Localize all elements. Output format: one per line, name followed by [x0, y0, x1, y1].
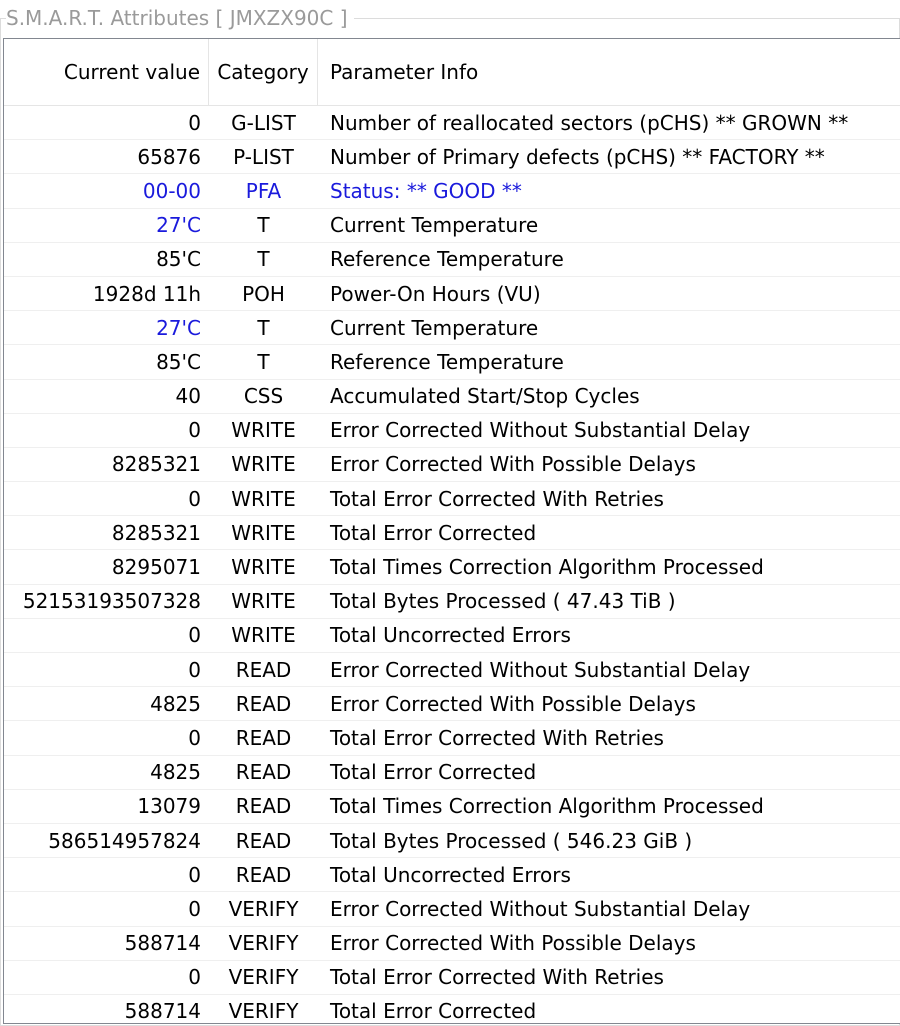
parameter-info-cell: Error Corrected Without Substantial Delay — [330, 896, 751, 921]
category-cell: T — [257, 247, 270, 272]
current-value-cell: 27'C — [156, 213, 201, 238]
parameter-info-cell: Error Corrected With Possible Delays — [330, 931, 696, 956]
table-row[interactable] — [4, 721, 900, 755]
category-cell: P-LIST — [233, 144, 294, 169]
table-row[interactable] — [4, 653, 900, 687]
category-cell: WRITE — [231, 589, 296, 614]
table-row[interactable] — [4, 516, 900, 550]
table-row[interactable] — [4, 174, 900, 208]
current-value-cell: 8285321 — [111, 452, 201, 477]
table-row[interactable] — [4, 995, 900, 1024]
table-row[interactable] — [4, 824, 900, 858]
category-cell: READ — [235, 828, 292, 853]
category-cell: T — [257, 315, 270, 340]
parameter-info-cell: Total Error Corrected With Retries — [330, 725, 664, 750]
table-row[interactable] — [4, 277, 900, 311]
category-cell: VERIFY — [228, 896, 299, 921]
parameter-info-cell: Power-On Hours (VU) — [330, 281, 541, 306]
parameter-info-cell: Total Bytes Processed ( 546.23 GiB ) — [330, 828, 693, 853]
parameter-info-cell: Error Corrected Without Substantial Delay — [330, 657, 751, 682]
table-row[interactable] — [4, 687, 900, 721]
category-cell: WRITE — [231, 418, 296, 443]
category-cell: READ — [235, 691, 292, 716]
current-value-cell: 0 — [188, 110, 201, 135]
category-cell: WRITE — [231, 623, 296, 648]
table-row[interactable] — [4, 619, 900, 653]
current-value-cell: 40 — [175, 384, 201, 409]
table-row[interactable] — [4, 550, 900, 584]
category-cell: READ — [235, 794, 292, 819]
current-value-cell: 1928d 11h — [92, 281, 201, 306]
category-cell: T — [257, 349, 270, 374]
smart-group-title: S.M.A.R.T. Attributes [ JMXZX90C ] — [6, 4, 354, 32]
category-cell: VERIFY — [228, 999, 299, 1024]
parameter-info-cell: Accumulated Start/Stop Cycles — [330, 384, 640, 409]
table-row[interactable] — [4, 106, 900, 140]
list-body — [4, 106, 900, 1024]
parameter-info-cell: Total Times Correction Algorithm Processed — [330, 555, 764, 580]
current-value-cell: 588714 — [124, 999, 201, 1024]
table-row[interactable] — [4, 790, 900, 824]
category-cell: READ — [235, 725, 292, 750]
category-cell: VERIFY — [228, 965, 299, 990]
current-value-cell: 52153193507328 — [22, 589, 201, 614]
column-header-current-value[interactable]: Current value — [4, 39, 209, 105]
table-row[interactable] — [4, 380, 900, 414]
table-row[interactable] — [4, 345, 900, 379]
list-header — [4, 39, 900, 106]
parameter-info-cell: Total Error Corrected With Retries — [330, 965, 664, 990]
category-cell: READ — [235, 862, 292, 887]
current-value-cell: 586514957824 — [48, 828, 201, 853]
parameter-info-cell: Reference Temperature — [330, 247, 564, 272]
column-header-parameter-info[interactable]: Parameter Info — [330, 60, 479, 84]
table-row[interactable] — [4, 927, 900, 961]
parameter-info-cell: Total Error Corrected With Retries — [330, 486, 664, 511]
current-value-cell: 4825 — [150, 760, 201, 785]
parameter-info-cell: Total Error Corrected — [330, 999, 537, 1024]
parameter-info-cell: Number of Primary defects (pCHS) ** FACTORY ** — [330, 144, 825, 169]
table-row[interactable] — [4, 414, 900, 448]
parameter-info-cell: Error Corrected With Possible Delays — [330, 452, 696, 477]
parameter-info-cell: Error Corrected Without Substantial Delay — [330, 418, 751, 443]
category-cell: G-LIST — [231, 110, 296, 135]
category-cell: CSS — [243, 384, 284, 409]
current-value-cell: 588714 — [124, 931, 201, 956]
parameter-info-cell: Total Error Corrected — [330, 520, 537, 545]
parameter-info-cell: Total Uncorrected Errors — [330, 862, 571, 887]
parameter-info-cell: Status: ** GOOD ** — [330, 178, 522, 203]
current-value-cell: 0 — [188, 896, 201, 921]
category-cell: READ — [235, 657, 292, 682]
table-row[interactable] — [4, 243, 900, 277]
current-value-cell: 85'C — [156, 247, 201, 272]
parameter-info-cell: Current Temperature — [330, 213, 539, 238]
current-value-cell: 0 — [188, 862, 201, 887]
parameter-info-cell: Error Corrected With Possible Delays — [330, 691, 696, 716]
category-cell: T — [257, 213, 270, 238]
parameter-info-cell: Total Uncorrected Errors — [330, 623, 571, 648]
parameter-info-cell: Total Bytes Processed ( 47.43 TiB ) — [330, 589, 676, 614]
table-row[interactable] — [4, 756, 900, 790]
current-value-cell: 0 — [188, 486, 201, 511]
current-value-cell: 8295071 — [111, 555, 201, 580]
parameter-info-cell: Number of reallocated sectors (pCHS) ** GROWN ** — [330, 110, 849, 135]
smart-attributes-list[interactable] — [3, 38, 900, 1024]
current-value-cell: 85'C — [156, 349, 201, 374]
current-value-cell: 13079 — [137, 794, 201, 819]
table-row[interactable] — [4, 858, 900, 892]
current-value-cell: 4825 — [150, 691, 201, 716]
table-row[interactable] — [4, 585, 900, 619]
current-value-cell: 65876 — [137, 144, 201, 169]
current-value-cell: 00-00 — [142, 178, 201, 203]
category-cell: PFA — [245, 178, 282, 203]
table-row[interactable] — [4, 311, 900, 345]
column-header-category[interactable]: Category — [209, 39, 318, 105]
category-cell: WRITE — [231, 486, 296, 511]
category-cell: POH — [242, 281, 285, 306]
table-row[interactable] — [4, 140, 900, 174]
parameter-info-cell: Total Error Corrected — [330, 760, 537, 785]
current-value-cell: 0 — [188, 725, 201, 750]
current-value-cell: 0 — [188, 418, 201, 443]
table-row[interactable] — [4, 482, 900, 516]
current-value-cell: 0 — [188, 623, 201, 648]
category-cell: READ — [235, 760, 292, 785]
parameter-info-cell: Total Times Correction Algorithm Processed — [330, 794, 764, 819]
parameter-info-cell: Current Temperature — [330, 315, 539, 340]
category-cell: VERIFY — [228, 931, 299, 956]
current-value-cell: 8285321 — [111, 520, 201, 545]
current-value-cell: 0 — [188, 657, 201, 682]
table-row[interactable] — [4, 209, 900, 243]
current-value-cell: 0 — [188, 965, 201, 990]
table-row[interactable] — [4, 448, 900, 482]
parameter-info-cell: Reference Temperature — [330, 349, 564, 374]
category-cell: WRITE — [231, 555, 296, 580]
table-row[interactable] — [4, 892, 900, 926]
table-row[interactable] — [4, 961, 900, 995]
category-cell: WRITE — [231, 452, 296, 477]
current-value-cell: 27'C — [156, 315, 201, 340]
category-cell: WRITE — [231, 520, 296, 545]
